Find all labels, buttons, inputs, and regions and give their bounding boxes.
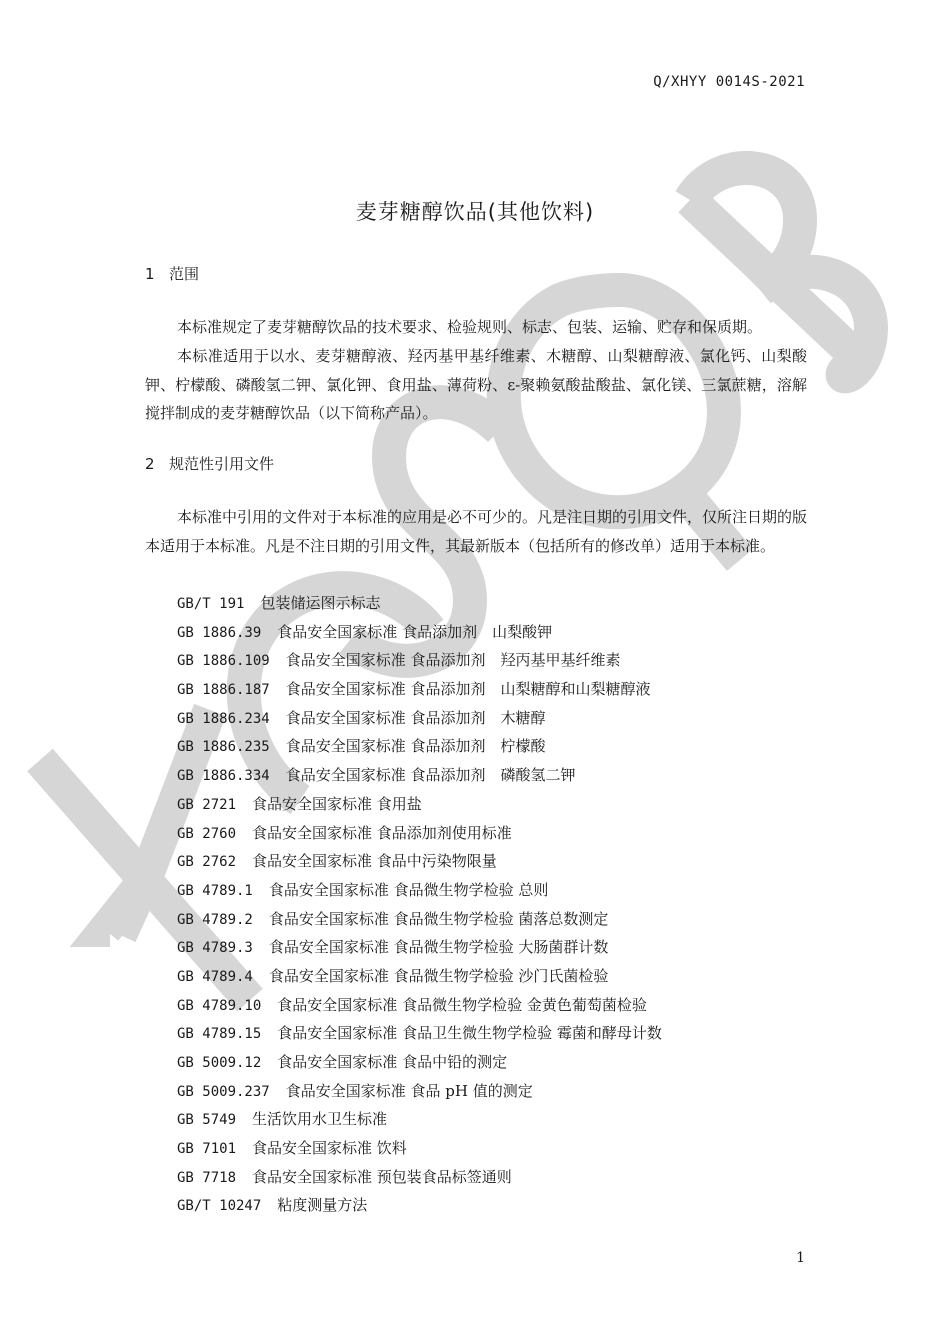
reference-title: 食品安全国家标准 食品添加剂使用标准 [252,823,512,842]
reference-code: GB 1886.187 [177,682,270,699]
document-code: Q/XHYY 0014S-2021 [653,74,805,90]
list-item [177,618,662,647]
list-item [177,675,662,704]
reference-title: 食品安全国家标准 预包装食品标签通则 [252,1167,512,1186]
page-number: 1 [796,1250,805,1266]
reference-title: 食品安全国家标准 饮料 [252,1139,407,1158]
reference-code: GB 5749 [177,1112,237,1129]
section-number: 2 [145,455,155,473]
reference-title: 食品安全国家标准 食品 pH 值的测定 [285,1081,533,1100]
reference-title: 食品安全国家标准 食品添加剂 磷酸氢二钾 [285,766,576,785]
list-item [177,589,662,618]
reference-title: 食品安全国家标准 食品添加剂 山梨糖醇和山梨糖醇液 [285,680,651,699]
reference-title: 食品安全国家标准 食品添加剂 木糖醇 [285,708,546,727]
reference-code: GB 4789.1 [177,882,253,899]
list-item [177,876,662,905]
reference-title: 食品安全国家标准 食品中污染物限量 [252,852,497,871]
reference-code: GB 4789.2 [177,911,253,928]
reference-title: 粘度测量方法 [277,1196,368,1215]
reference-code: GB 4789.4 [177,968,253,985]
list-item [177,1019,662,1048]
list-item [177,732,662,761]
list-item [177,704,662,733]
list-item [177,1134,662,1163]
list-item [177,847,662,876]
paragraph: 本标准适用于以水、麦芽糖醇液、羟丙基甲基纤维素、木糖醇、山梨糖醇液、氯化钙、山梨酸钾、柠檬酸、磷酸氢二钾、氯化钾、食用盐、薄荷粉、ε-聚赖氨酸盐酸盐、氯化镁、三氯蔗糖，溶解搅拌制成的麦芽糖醇饮品（以下简称产品）。 [145,347,807,422]
list-item [177,905,662,934]
reference-code: GB/T 191 [177,596,245,612]
reference-code: GB 7101 [177,1141,237,1158]
reference-title: 食品安全国家标准 食品中铅的测定 [277,1053,508,1071]
reference-title: 生活饮用水卫生标准 [252,1110,388,1129]
section-title: 规范性引用文件 [169,455,275,473]
section-1-heading [145,263,199,284]
reference-code: GB/T 10247 [177,1198,262,1215]
reference-title: 食品安全国家标准 食品添加剂 柠檬酸 [285,737,546,756]
section-title: 范围 [169,265,200,283]
list-item [177,1163,662,1192]
paragraph: 本标准规定了麦芽糖醇饮品的技术要求、检验规则、标志、包装、运输、贮存和保质期。 [177,318,763,336]
reference-title: 食品安全国家标准 食品添加剂 羟丙基甲基纤维素 [285,651,621,670]
reference-code: GB 5009.237 [177,1083,270,1100]
reference-code: GB 4789.3 [177,940,253,957]
list-item [177,761,662,790]
reference-code: GB 2762 [177,854,237,871]
section-2-heading [145,453,274,474]
document-title: 麦芽糖醇饮品(其他饮料) [355,200,595,224]
reference-code: GB 7718 [177,1169,237,1186]
list-item [177,790,662,819]
reference-title: 食品安全国家标准 食用盐 [252,794,422,813]
reference-code: GB 1886.109 [177,653,270,670]
reference-code: GB 5009.12 [177,1055,262,1071]
list-item [177,933,662,962]
list-item [177,1191,662,1220]
reference-title: 食品安全国家标准 食品添加剂 山梨酸钾 [277,622,553,641]
list-item [177,991,662,1020]
list-item [177,962,662,991]
reference-title: 食品安全国家标准 食品微生物学检验 大肠菌群计数 [268,938,609,957]
list-item [177,819,662,848]
reference-title: 食品安全国家标准 食品微生物学检验 菌落总数测定 [268,909,609,928]
reference-title: 食品安全国家标准 食品卫生微生物学检验 霉菌和酵母计数 [277,1024,662,1043]
reference-title: 包装储运图示标志 [260,594,381,612]
reference-code: GB 4789.10 [177,997,262,1014]
reference-title: 食品安全国家标准 食品微生物学检验 金黄色葡萄菌检验 [277,995,647,1014]
reference-title: 食品安全国家标准 食品微生物学检验 沙门氏菌检验 [268,966,609,985]
list-item [177,1077,662,1106]
section-number: 1 [145,265,155,283]
reference-title: 食品安全国家标准 食品微生物学检验 总则 [268,880,549,899]
list-item [177,1105,662,1134]
reference-code: GB 1886.334 [177,768,270,785]
paragraph: 本标准中引用的文件对于本标准的应用是必不可少的。凡是注日期的引用文件，仅所注日期的版本适用于本标准。凡是不注日期的引用文件，其最新版本（包括所有的修改单）适用于本标准。 [145,508,808,555]
reference-list [177,589,662,1220]
reference-code: GB 1886.39 [177,624,262,641]
list-item [177,1048,662,1077]
reference-code: GB 4789.15 [177,1026,262,1043]
reference-code: GB 1886.234 [177,710,270,727]
list-item [177,646,662,675]
reference-code: GB 2760 [177,825,237,842]
reference-code: GB 1886.235 [177,739,270,756]
reference-code: GB 2721 [177,796,237,813]
